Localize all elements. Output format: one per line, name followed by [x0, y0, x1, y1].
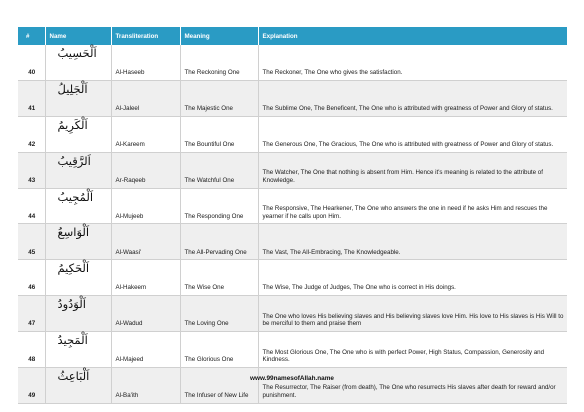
arabic-name-cell [45, 260, 111, 296]
row-number: 44 [18, 188, 45, 224]
meaning-cell: The Infuser of New Life [180, 368, 258, 404]
transliteration-cell: Al-Majeed [111, 332, 180, 368]
table-row [18, 116, 567, 152]
table-row [18, 152, 567, 188]
footer-website-url[interactable]: www.99namesofAllah.name [250, 375, 334, 382]
arabic-name-cell [45, 332, 111, 368]
arabic-name-cell [45, 45, 111, 80]
arabic-name-cell [45, 80, 111, 116]
transliteration-cell: Al-Waasi' [111, 224, 180, 260]
table-row [18, 188, 567, 224]
table-row [18, 260, 567, 296]
meaning-cell: The Glorious One [180, 332, 258, 368]
explanation-cell: The Sublime One, The Beneficent, The One who is attributed with greatness of Power and Glory of status. [258, 80, 567, 116]
table-row [18, 332, 567, 368]
arabic-name-cell [45, 188, 111, 224]
row-number: 47 [18, 296, 45, 332]
transliteration-cell: Al-Kareem [111, 116, 180, 152]
row-number: 41 [18, 80, 45, 116]
header-meaning: Meaning [180, 27, 258, 45]
meaning-cell: The Reckoning One [180, 45, 258, 80]
explanation-cell: The Most Glorious One, The One who is with perfect Power, High Status, Compassion, Generosity and Kindness. [258, 332, 567, 368]
header-transliteration: Transliteration [111, 27, 180, 45]
arabic-name: اَلْحَسِيبُ [57, 46, 97, 60]
meaning-cell: The Loving One [180, 296, 258, 332]
meaning-cell: The Responding One [180, 188, 258, 224]
row-number: 45 [18, 224, 45, 260]
arabic-name: اَلْمُجِيبُ [57, 189, 94, 204]
explanation-cell: The Reckoner, The One who gives the satisfaction. [258, 45, 567, 80]
explanation-cell: The Vast, The All-Embracing, The Knowledgeable. [258, 224, 567, 260]
row-number: 46 [18, 260, 45, 296]
table-row [18, 45, 567, 80]
arabic-name: اَلْمَجِيدُ [57, 333, 88, 348]
table-row [18, 296, 567, 332]
arabic-name: اَلْحَكِيمُ [57, 261, 90, 276]
arabic-name-cell [45, 152, 111, 188]
transliteration-cell: Al-Hakeem [111, 260, 180, 296]
arabic-name: اَلْبَاعِثُ [57, 369, 90, 384]
header-name: Name [45, 27, 111, 45]
row-number: 42 [18, 116, 45, 152]
transliteration-cell: Al-Jaleel [111, 80, 180, 116]
header-number: # [18, 27, 45, 45]
transliteration-cell: Ar-Raqeeb [111, 152, 180, 188]
transliteration-cell: Al-Mujeeb [111, 188, 180, 224]
table-row [18, 80, 567, 116]
meaning-cell: The All-Pervading One [180, 224, 258, 260]
arabic-name-cell [45, 116, 111, 152]
row-number: 43 [18, 152, 45, 188]
row-number: 48 [18, 332, 45, 368]
explanation-cell: The One who loves His believing slaves and His believing slaves love Him. His love to His slaves is His Will to be merciful to them and praise them [258, 296, 567, 332]
arabic-name: اَلْوَدُودُ [57, 297, 86, 312]
arabic-name-cell [45, 368, 111, 404]
transliteration-cell: Al-Wadud [111, 296, 180, 332]
meaning-cell: The Wise One [180, 260, 258, 296]
arabic-name-cell [45, 296, 111, 332]
header-row [18, 27, 567, 45]
table-row [18, 224, 567, 260]
explanation-cell: The Responsive, The Hearkener, The One who answers the one in need if he asks Him and rescues the yearner if he calls upon Him. [258, 188, 567, 224]
names-table [18, 27, 567, 404]
row-number: 40 [18, 45, 45, 80]
arabic-name: اَلْجَلِيلُ [57, 81, 88, 96]
meaning-cell: The Bountiful One [180, 116, 258, 152]
explanation-cell: The Wise, The Judge of Judges, The One who is correct in His doings. [258, 260, 567, 296]
table-row [18, 368, 567, 404]
header-explanation: Explanation [258, 27, 567, 45]
arabic-name-cell [45, 224, 111, 260]
meaning-cell: The Watchful One [180, 152, 258, 188]
explanation-cell: The Generous One, The Gracious, The One who is attributed with greatness of Power and Glory of status. [258, 116, 567, 152]
arabic-name: اَلرَّقِيبُ [57, 153, 91, 168]
row-number: 49 [18, 368, 45, 404]
meaning-cell: The Majestic One [180, 80, 258, 116]
explanation-cell: The Resurrector, The Raiser (from death), The One who resurrects His slaves after death for reward and/or punishment. [258, 368, 567, 404]
explanation-cell: The Watcher, The One that nothing is absent from Him. Hence it's meaning is related to the attribute of Knowledge. [258, 152, 567, 188]
transliteration-cell: Al-Haseeb [111, 45, 180, 80]
transliteration-cell: Al-Ba'ith [111, 368, 180, 404]
arabic-name: اَلْوَاسِعُ [57, 225, 90, 240]
arabic-name: اَلْكَرِيمُ [57, 117, 88, 132]
